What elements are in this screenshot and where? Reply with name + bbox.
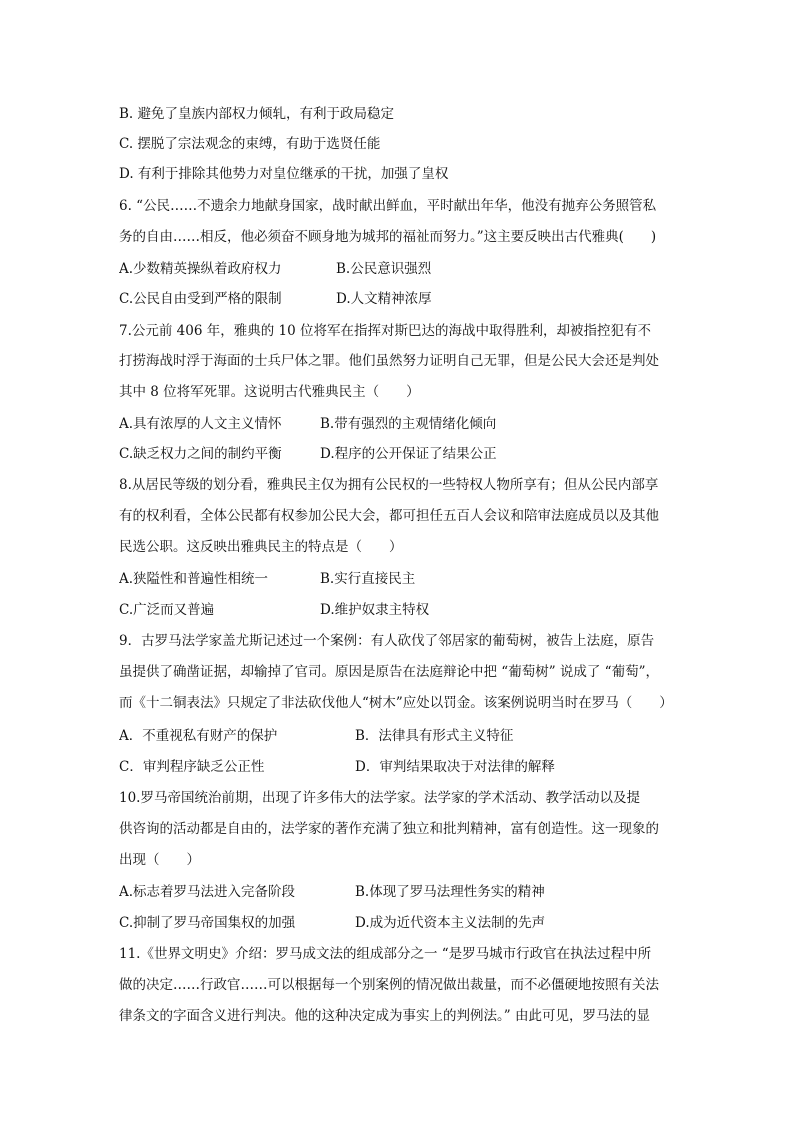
q7-option-d: D.程序的公开保证了结果公正 xyxy=(320,446,497,462)
q9-option-b: B．法律具有形式主义特征 xyxy=(355,728,514,744)
q8-option-a: A.狭隘性和普遍性相统一 xyxy=(119,571,269,587)
q9-option-d: D．审判结果取决于对法律的解释 xyxy=(355,759,555,775)
q10-stem-line-1: 10.罗马帝国统治前期，出现了许多伟大的法学家。法学家的学术活动、教学活动以及提 xyxy=(119,790,640,806)
q10-option-b: B.体现了罗马法理性务实的精神 xyxy=(355,884,545,900)
q5-option-b: B. 避免了皇族内部权力倾轧，有利于政局稳定 xyxy=(119,106,395,122)
q9-stem-line-3: 而《十二铜表法》只规定了非法砍伐他人“树木”应处以罚金。该案例说明当时在罗马（ ） xyxy=(119,695,673,711)
q10-option-a: A.标志着罗马法进入完备阶段 xyxy=(119,884,296,900)
q6-option-a: A.少数精英操纵着政府权力 xyxy=(119,261,282,277)
q10-stem-line-3: 出现（ ） xyxy=(119,852,200,868)
q10-option-d: D.成为近代资本主义法制的先声 xyxy=(355,915,546,931)
q5-option-c: C. 摆脱了宗法观念的束缚，有助于选贤任能 xyxy=(119,136,381,152)
q8-stem-line-3: 民选公职。这反映出雅典民主的特点是（ ） xyxy=(119,539,403,555)
q6-option-d: D.人文精神浓厚 xyxy=(336,291,432,307)
q7-stem-line-1: 7.公元前 406 年，雅典的 10 位将军在指挥对斯巴达的海战中取得胜利，却被指控犯有不 xyxy=(119,323,651,339)
q8-option-b: B.实行直接民主 xyxy=(320,571,416,587)
q7-option-c: C.缺乏权力之间的制约平衡 xyxy=(119,446,282,462)
q7-option-b: B.带有强烈的主观情绪化倾向 xyxy=(320,416,497,432)
q10-option-c: C.抑制了罗马帝国集权的加强 xyxy=(119,915,296,931)
q10-stem-line-2: 供咨询的活动都是自由的，法学家的著作充满了独立和批判精神，富有创造性。这一现象的 xyxy=(119,821,659,837)
q9-option-c: C．审判程序缺乏公正性 xyxy=(119,759,265,775)
q5-option-d: D. 有利于排除其他势力对皇位继承的干扰，加强了皇权 xyxy=(119,166,449,182)
q9-stem-line-1: 9．古罗马法学家盖尤斯记述过一个案例：有人砍伐了邻居家的葡萄树，被告上法庭，原告 xyxy=(119,633,655,649)
q9-option-a: A．不重视私有财产的保护 xyxy=(119,728,278,744)
q6-option-b: B.公民意识强烈 xyxy=(336,261,432,277)
q7-stem-line-2: 打捞海战时浮于海面的士兵尸体之罪。他们虽然努力证明自己无罪，但是公民大会还是判处 xyxy=(119,353,659,369)
q11-stem-line-3: 律条文的字面含义进行判决。他的这种决定成为事实上的判例法。” 由此可见，罗马法的显 xyxy=(119,1008,650,1024)
q6-stem-line-2: 务的自由……相反，他必须奋不顾身地为城邦的福祉而努力。”这主要反映出古代雅典( ) xyxy=(119,229,657,245)
q8-option-c: C.广泛而又普遍 xyxy=(119,602,215,618)
q9-stem-line-2: 虽提供了确凿证据，却输掉了官司。原因是原告在法庭辩论中把 “葡萄树” 说成了 “葡萄”， xyxy=(119,664,659,680)
q8-option-d: D.维护奴隶主特权 xyxy=(320,602,430,618)
q8-stem-line-2: 有的权利看，全体公民都有权参加公民大会，都可担任五百人会议和陪审法庭成员以及其他 xyxy=(119,508,659,524)
q11-stem-line-1: 11.《世界文明史》介绍：罗马成文法的组成部分之一 “是罗马城市行政官在执法过程中所 xyxy=(119,946,652,962)
q6-stem-line-1: 6. “公民……不遗余力地献身国家，战时献出鲜血，平时献出年华，他没有抛弃公务照管私 xyxy=(119,198,657,214)
q7-stem-line-3: 其中 8 位将军死罪。这说明古代雅典民主（ ） xyxy=(119,384,420,400)
q6-option-c: C.公民自由受到严格的限制 xyxy=(119,291,282,307)
q8-stem-line-1: 8.从居民等级的划分看，雅典民主仅为拥有公民权的一些特权人物所享有；但从公民内部享 xyxy=(119,477,659,493)
q7-option-a: A.具有浓厚的人文主义情怀 xyxy=(119,416,282,432)
q11-stem-line-2: 做的决定……行政官……可以根据每一个别案例的情况做出裁量，而不必僵硬地按照有关法 xyxy=(119,977,659,993)
